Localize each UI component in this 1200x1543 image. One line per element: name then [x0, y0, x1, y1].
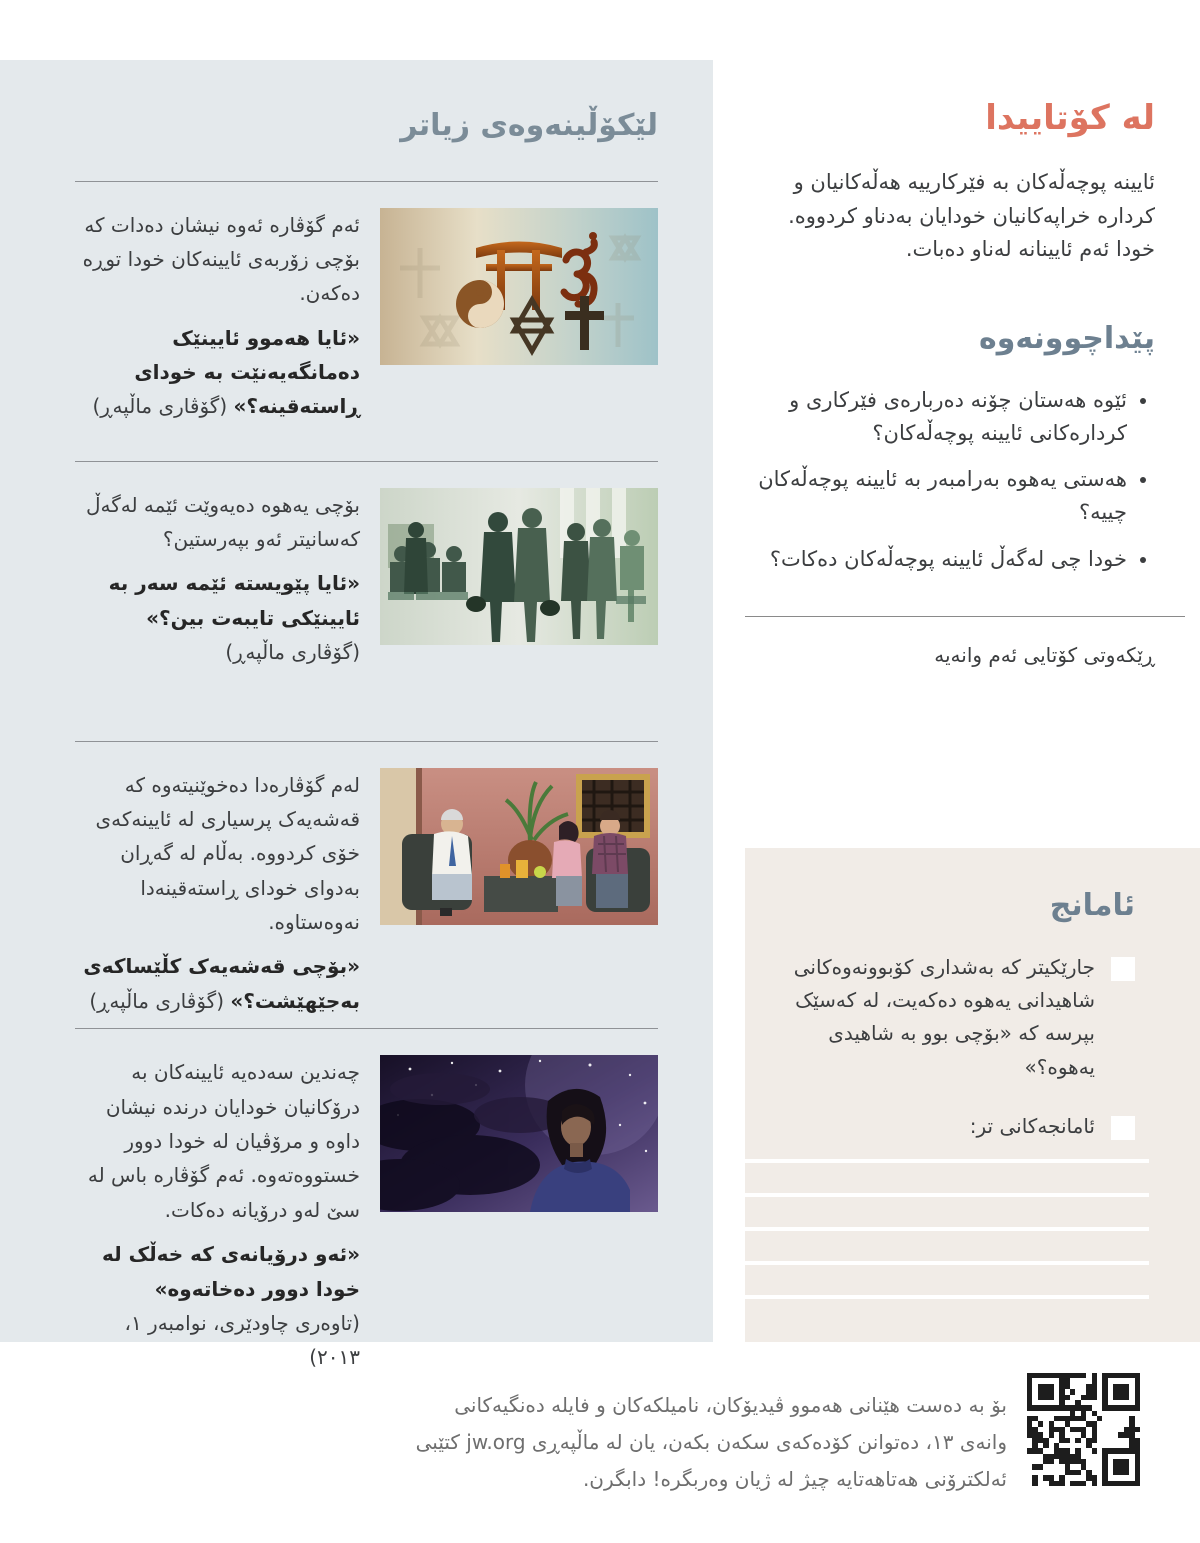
study-item-text [75, 1055, 360, 1385]
goal-checkbox[interactable] [1111, 1116, 1135, 1140]
review-title: پێداچوونەوە [978, 320, 1155, 356]
writing-line[interactable] [745, 1295, 1149, 1299]
further-study-title: لێکۆڵینەوەی زیاتر [400, 108, 658, 143]
item-quote: «بۆچی قەشەیەک کڵێساکەی بەجێهێشت؟» [83, 954, 360, 1013]
conclusion-title: لە کۆتاییدا [985, 98, 1155, 138]
goal-item-row [761, 1110, 1135, 1143]
footer-line: بۆ بە دەست هێنانی هەموو ڤیدیۆکان، نامیلکەکان و فایلە دەنگیەکانی [454, 1393, 1007, 1417]
review-question: • هەستی یەهوە بەرامبەر بە ئایینە پوچەڵەکان چییە؟ [745, 463, 1127, 529]
item-quote: «ئەو درۆیانەی کە خەڵک لە خودا دوور دەخاتەوە» [102, 1242, 360, 1301]
footer-line: وانەی ۱۳، دەتوانن کۆدەکەی سکەن بکەن، یان لە ماڵپەڕی jw.org کتێبی [415, 1430, 1007, 1454]
study-item-lies-about-god [75, 1028, 658, 1385]
study-item-religions [75, 181, 658, 461]
conclusion-text: ئایینە پوچەڵەکان بە فێرکارییە هەڵەکانیان و کردارە خراپەکانیان خودایان بەدناو کردووە. خودا ئەم ئایینانە لەناو دەبات. [788, 170, 1155, 262]
study-item-text [75, 768, 360, 1029]
footer-text [416, 1387, 1007, 1498]
goal-checkbox[interactable] [1111, 957, 1135, 981]
item-description: بۆچی یەهوە دەیەوێت ئێمە لەگەڵ کەسانیتر ئەو بپەرستین؟ [85, 492, 360, 551]
writing-line[interactable] [745, 1159, 1149, 1163]
item-description: ئەم گۆڤارە ئەوە نیشان دەدات کە بۆچی زۆربەی ئایینەکان خودا توڕە دەکەن. [82, 212, 360, 306]
section-divider [745, 616, 1185, 617]
goal-title: ئامانج [1049, 888, 1135, 923]
goal-item-row [761, 951, 1135, 1084]
study-item-text [75, 488, 360, 741]
item-quote: «ئایا پێویستە ئێمە سەر بە ئایینێکی تایبەت بین؟» [108, 571, 360, 630]
item-description: چەندین سەدەیە ئایینەکان بە درۆکانیان خودایان درندە نیشان داوە و مرۆڤیان لە خودا دوور خستووەتەوە. ئەم گۆڤارە باس لە سێ لەو درۆیانە دەکات. [87, 1060, 360, 1222]
item-source: (تاوەری چاودێری، نوامبەر ۱، ۲۰۱۳) [124, 1310, 360, 1370]
review-question: • خودا چی لەگەڵ ئایینە پوچەڵەکان دەکات؟ [745, 543, 1127, 576]
review-question-list [745, 384, 1155, 576]
goal-item-text: ئامانجەکانی تر: [969, 1113, 1095, 1138]
writing-lines [745, 1159, 1149, 1299]
congregation-image [380, 488, 658, 645]
lesson-end-note: ڕێکەوتی کۆتایی ئەم وانەیە [934, 642, 1155, 667]
goal-box [745, 848, 1200, 1342]
study-item-worship-together [75, 461, 658, 741]
study-item-text [75, 208, 360, 461]
conclusion-column [745, 96, 1155, 667]
study-item-clergyman [75, 741, 658, 1029]
item-description: لەم گۆڤارەدا دەخوێنیتەوە کە قەشەیەک پرسیاری لە ئایینەکەی خۆی کردووە. بەڵام لە گەڕان بەدوای خودای ڕاستەقینەدا نەوەستاوە. [95, 772, 360, 935]
item-quote: «ئایا هەموو ئایینێک دەمانگەیەنێت بە خودای ڕاستەقینە؟» [134, 325, 360, 419]
writing-line[interactable] [745, 1261, 1149, 1265]
item-source: (گۆڤاری ماڵپەڕ) [225, 640, 360, 665]
further-study-panel [0, 60, 713, 1370]
item-source: (گۆڤاری ماڵپەڕ) [89, 988, 224, 1013]
writing-line[interactable] [745, 1193, 1149, 1197]
footer-line: ئەلکترۆنی هەتاهەتایە چیژ لە ژیان وەربگرە! دابگرن. [582, 1467, 1007, 1491]
review-question: • ئێوە هەستان چۆنە دەربارەی فێرکاری و کردارەکانی ئایینە پوچەڵەکان؟ [745, 384, 1127, 450]
clergyman-conversation-image [380, 768, 658, 925]
religious-symbols-image [380, 208, 658, 365]
download-footer [416, 1373, 1140, 1498]
qr-code [1027, 1373, 1140, 1486]
writing-line[interactable] [745, 1227, 1149, 1231]
goal-item-text: جارێکیتر کە بەشداری کۆبوونەوەکانی شاهیدانی یەهوە دەکەیت، لە کەسێک بپرسە کە «بۆچی بوو بە شاهیدی یەهوە؟» [793, 955, 1095, 1079]
item-source: (گۆڤاری ماڵپەڕ) [92, 394, 228, 419]
woman-night-sky-image [380, 1055, 658, 1212]
